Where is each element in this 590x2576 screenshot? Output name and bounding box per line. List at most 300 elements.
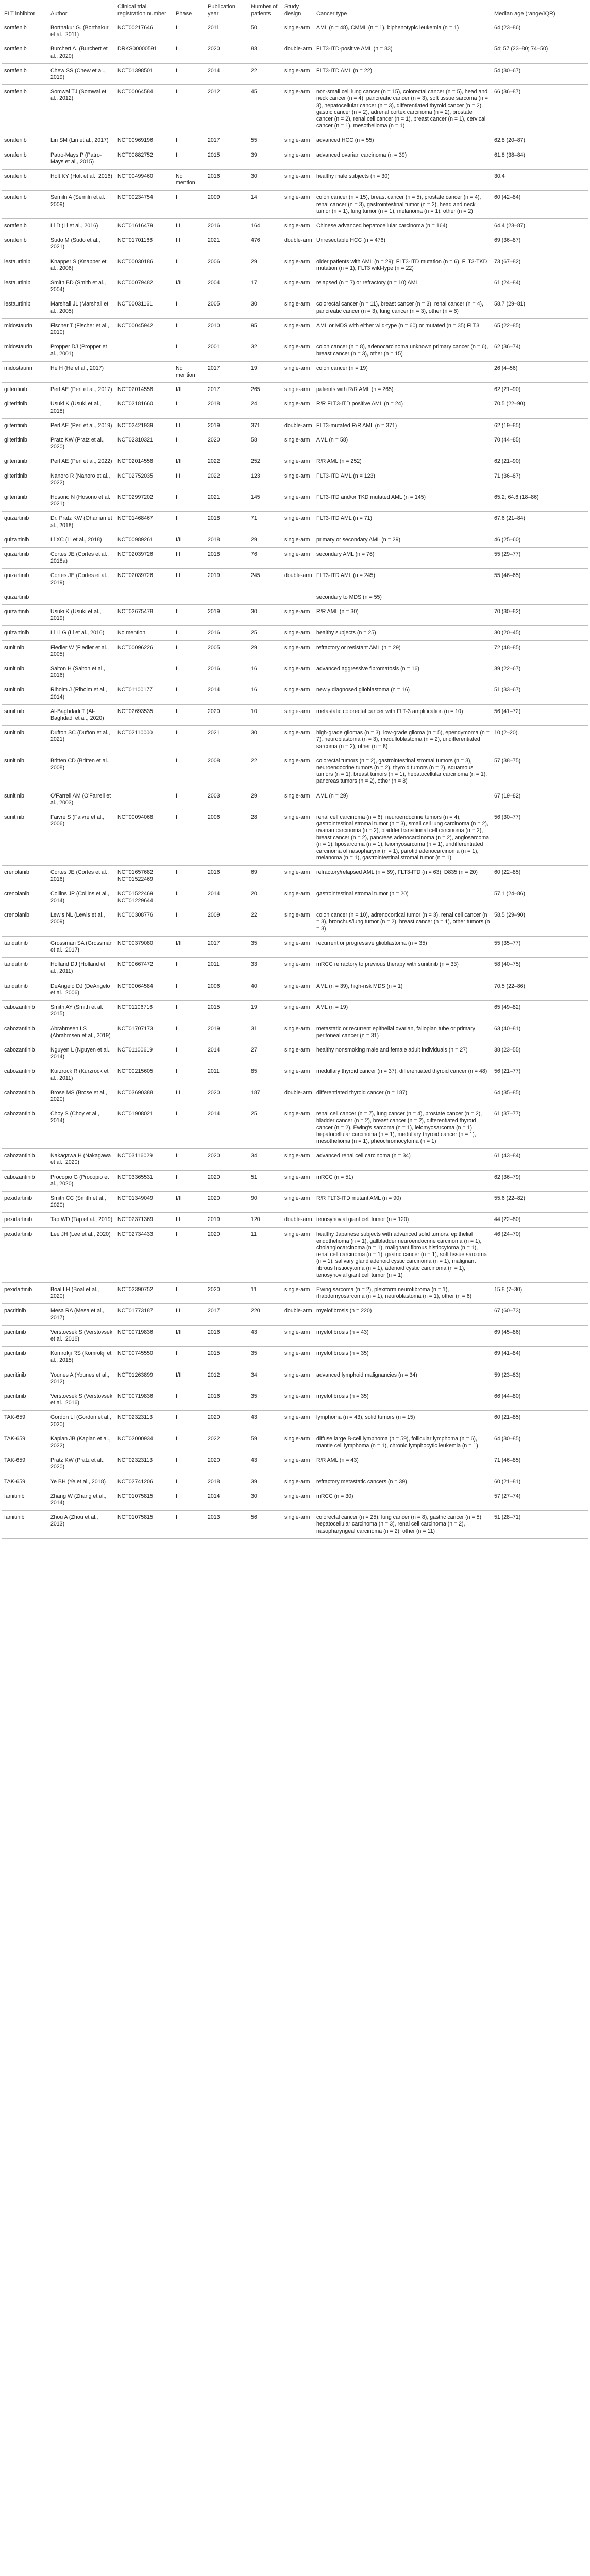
cell-phase: No mention [174,170,206,191]
cell-number-of-patients: 220 [249,1304,282,1325]
cell-median-age: 56 (21–77) [492,1064,588,1086]
cell-publication-year: 2015 [206,148,249,169]
cell-author[interactable]: Boal LH (Boal et al., 2020) [48,1282,115,1303]
cell-flt-inhibitor: sunitinib [2,754,48,789]
cell-author[interactable]: Pratz KW (Pratz et al., 2020) [48,1453,115,1475]
cell-median-age: 62 (19–85) [492,418,588,433]
cell-flt-inhibitor: sunitinib [2,640,48,662]
cell-flt-inhibitor: crenolanib [2,908,48,937]
cell-author[interactable]: Nguyen L (Nguyen et al., 2014) [48,1043,115,1064]
cell-publication-year: 2017 [206,361,249,382]
cell-publication-year: 2018 [206,1475,249,1489]
cell-publication-year: 2016 [206,626,249,640]
cell-study-design: single-arm [282,640,314,662]
cell-flt-inhibitor: quizartinib [2,533,48,547]
cell-cancer-type: myelofibrosis (n = 35) [314,1347,492,1368]
cell-median-age: 60 (21–85) [492,1411,588,1432]
header-cancer-type: Cancer type [314,0,492,21]
cell-author[interactable]: Propper DJ (Propper et al., 2001) [48,340,115,361]
cell-number-of-patients: 69 [249,866,282,887]
cell-flt-inhibitor: TAK-659 [2,1475,48,1489]
cell-median-age: 57 (38–75) [492,754,588,789]
cell-author[interactable]: Lee JH (Lee et al., 2020) [48,1227,115,1282]
cell-flt-inhibitor: cabozantinib [2,1086,48,1107]
table-row [2,469,588,490]
cell-publication-year: 2019 [206,569,249,590]
cell-phase: II [174,1149,206,1170]
cell-number-of-patients: 25 [249,1107,282,1149]
header-registration-number: Clinical trial registration number [115,0,174,21]
cell-author[interactable]: Abrahmsen LS (Abrahmsen et al., 2019) [48,1022,115,1043]
cell-registration-number: NCT03116029 [115,1149,174,1170]
cell-study-design: single-arm [282,219,314,233]
cell-publication-year: 2019 [206,418,249,433]
cell-number-of-patients: 35 [249,1389,282,1411]
cell-median-age: 60 (22–85) [492,866,588,887]
cell-author[interactable]: Salton H (Salton et al., 2016) [48,662,115,683]
table-row [2,85,588,133]
cell-phase: I [174,297,206,318]
cell-author[interactable]: Britten CD (Britten et al., 2008) [48,754,115,789]
cell-author[interactable]: Perl AE (Perl et al., 2017) [48,383,115,397]
cell-author[interactable]: Lin SM (Lin et al., 2017) [48,133,115,148]
cell-publication-year: 2020 [206,42,249,63]
cell-registration-number [115,789,174,810]
cell-number-of-patients: 30 [249,726,282,754]
cell-registration-number [115,361,174,382]
cell-median-age: 15.8 (7–30) [492,1282,588,1303]
cell-author[interactable]: Verstovsek S (Verstovsek et al., 2016) [48,1389,115,1411]
cell-registration-number: NCT00499460 [115,170,174,191]
cell-flt-inhibitor: sorafenib [2,191,48,219]
cell-author[interactable]: Brose MS (Brose et al., 2020) [48,1086,115,1107]
cell-number-of-patients: 11 [249,1282,282,1303]
cell-author[interactable]: Perl AE (Perl et al., 2022) [48,454,115,469]
table-row [2,866,588,887]
cell-phase: I/II [174,936,206,957]
cell-study-design: single-arm [282,148,314,169]
cell-cancer-type: diffuse large B-cell lymphoma (n = 59), follicular lymphoma (n = 6), mantle cell lymphoma (n = 1), chronic lymphocytic leukemia (n = 1) [314,1432,492,1453]
cell-cancer-type: newly diagnosed glioblastoma (n = 16) [314,683,492,704]
cell-number-of-patients: 30 [249,1489,282,1510]
cell-author[interactable]: Perl AE (Perl et al., 2019) [48,418,115,433]
cell-publication-year: 2022 [206,1432,249,1453]
cell-flt-inhibitor: gilteritinib [2,433,48,454]
cell-author[interactable]: Holt KY (Holt et al., 2016) [48,170,115,191]
cell-study-design: single-arm [282,1475,314,1489]
cell-flt-inhibitor: cabozantinib [2,1043,48,1064]
cell-cancer-type: R/R AML (n = 43) [314,1453,492,1475]
cell-cancer-type: renal cell cancer (n = 7), lung cancer (n = 4), prostate cancer (n = 2), bladder cancer (n = 2), breast cancer (n = 2), differentiated thyroid cancer (n = 2), Ewing's sarcoma (n = 1), leiomyosarcoma (n = 1), hepatocellular carcinoma (n = 1), medullary thyroid cancer (n = 1), mesothelioma (n = 1), pheochromocytoma (n = 1) [314,1107,492,1149]
cell-author[interactable]: Nanoro R (Nanoro et al., 2022) [48,469,115,490]
table-row [2,512,588,533]
cell-median-age: 67 (60–73) [492,1304,588,1325]
cell-study-design: single-arm [282,512,314,533]
cell-study-design: single-arm [282,1347,314,1368]
cell-phase: II [174,42,206,63]
cell-author[interactable]: Verstovsek S (Verstovsek et al., 2016) [48,1325,115,1346]
cell-registration-number: NCT02039726 [115,569,174,590]
cell-number-of-patients: 76 [249,547,282,568]
cell-author[interactable]: Cortes JE (Cortes et al., 2019) [48,569,115,590]
table-row [2,1191,588,1212]
cell-registration-number: NCT01468467 [115,512,174,533]
cell-median-age: 60 (21–81) [492,1475,588,1489]
cell-author[interactable]: Borthakur G. (Borthakur et al., 2011) [48,21,115,42]
cell-author[interactable]: Mesa RA (Mesa et al., 2017) [48,1304,115,1325]
table-row [2,810,588,866]
cell-median-age: 72 (48–85) [492,640,588,662]
cell-study-design: single-arm [282,1170,314,1191]
cell-author[interactable]: Younes A (Younes et al., 2012) [48,1368,115,1389]
cell-study-design: single-arm [282,1411,314,1432]
cell-number-of-patients: 35 [249,936,282,957]
cell-flt-inhibitor: lestaurtinib [2,276,48,297]
cell-number-of-patients: 43 [249,1453,282,1475]
cell-study-design: single-arm [282,547,314,568]
cell-phase: II [174,490,206,511]
cell-author[interactable]: Semiln A (Semiln et al., 2009) [48,191,115,219]
cell-registration-number: NCT01707173 [115,1022,174,1043]
cell-flt-inhibitor: sorafenib [2,133,48,148]
cell-flt-inhibitor: gilteritinib [2,383,48,397]
cell-number-of-patients: 39 [249,148,282,169]
cell-author[interactable]: Usuki K (Usuki et al., 2018) [48,397,115,418]
cell-cancer-type: older patients with AML (n = 29); FLT3-ITD mutation (n = 6), FLT3-TKD mutation (n = 1), FLT3 wild-type (n = 22) [314,255,492,276]
cell-flt-inhibitor: cabozantinib [2,1170,48,1191]
cell-author[interactable]: Fischer T (Fischer et al., 2010) [48,318,115,340]
cell-author[interactable]: Komrokji RS (Komrokji et al., 2015) [48,1347,115,1368]
cell-number-of-patients: 25 [249,626,282,640]
cell-cancer-type: advanced HCC (n = 55) [314,133,492,148]
cell-registration-number: NCT02371369 [115,1213,174,1227]
cell-study-design: single-arm [282,754,314,789]
cell-author[interactable]: Cortes JE (Cortes et al., 2016) [48,866,115,887]
cell-flt-inhibitor: quizartinib [2,569,48,590]
cell-phase: II [174,255,206,276]
cell-author[interactable]: Fiedler W (Fiedler et al., 2005) [48,640,115,662]
cell-registration-number: NCT00882752 [115,148,174,169]
cell-author[interactable]: Smith AY (Smith et al., 2015) [48,1001,115,1022]
cell-cancer-type: AML (n = 19) [314,1001,492,1022]
cell-author[interactable]: Chew SS (Chew et al., 2019) [48,63,115,84]
cell-phase: I/II [174,533,206,547]
cell-cancer-type: high-grade gliomas (n = 3), low-grade glioma (n = 5), ependymoma (n = 7), neuroblastoma (n = 3), medulloblastoma (n = 2), undifferentiated sarcoma (n = 2), other (n = 8) [314,726,492,754]
cell-number-of-patients: 50 [249,21,282,42]
cell-phase: I [174,810,206,866]
cell-author[interactable]: Smith BD (Smith et al., 2004) [48,276,115,297]
cell-study-design: double-arm [282,418,314,433]
table-row [2,433,588,454]
cell-flt-inhibitor: famitinib [2,1511,48,1539]
cell-phase: III [174,547,206,568]
cell-number-of-patients: 476 [249,233,282,255]
cell-registration-number: NCT00989261 [115,533,174,547]
cell-median-age: 10 (2–20) [492,726,588,754]
cell-registration-number: NCT02390752 [115,1282,174,1303]
header-row [2,0,588,21]
cell-flt-inhibitor: TAK-659 [2,1432,48,1453]
cell-number-of-patients: 22 [249,908,282,937]
cell-author[interactable]: Nakagawa H (Nakagawa et al., 2020) [48,1149,115,1170]
table-row [2,361,588,382]
cell-number-of-patients: 43 [249,1411,282,1432]
cell-median-age: 62.8 (20–87) [492,133,588,148]
cell-study-design: single-arm [282,908,314,937]
cell-flt-inhibitor: cabozantinib [2,1107,48,1149]
cell-publication-year: 2011 [206,21,249,42]
cell-number-of-patients: 17 [249,276,282,297]
cell-cancer-type: colon cancer (n = 15), breast cancer (n = 5), prostate cancer (n = 4), renal cancer (n = 3), gastrointestinal tumor (n = 2), head and neck tumor (n = 1), lung tumor (n = 1), melanoma (n = 1), other (n = 2) [314,191,492,219]
cell-cancer-type: Unresectable HCC (n = 476) [314,233,492,255]
cell-cancer-type: primary or secondary AML (n = 29) [314,533,492,547]
cell-publication-year: 2014 [206,1107,249,1149]
cell-cancer-type: refractory/relapsed AML (n = 69), FLT3-ITD (n = 63), D835 (n = 20) [314,866,492,887]
table-row [2,276,588,297]
cell-phase: II [174,662,206,683]
cell-cancer-type: AML or MDS with either wild-type (n = 60) or mutated (n = 35) FLT3 [314,318,492,340]
cell-registration-number: NCT02000934 [115,1432,174,1453]
cell-number-of-patients: 16 [249,683,282,704]
cell-number-of-patients: 35 [249,1347,282,1368]
cell-cancer-type: R/R AML (n = 30) [314,604,492,625]
cell-author[interactable]: DeAngelo DJ (DeAngelo et al., 2006) [48,979,115,1000]
table-row [2,1432,588,1453]
cell-author[interactable]: Dufton SC (Dufton et al., 2021) [48,726,115,754]
cell-author[interactable]: Sudo M (Sudo et al., 2021) [48,233,115,255]
cell-author[interactable]: Dr. Pratz KW (Ohanian et al., 2018) [48,512,115,533]
cell-author[interactable]: Zhang W (Zhang et al., 2014) [48,1489,115,1510]
cell-registration-number [115,340,174,361]
cell-study-design: double-arm [282,569,314,590]
cell-author[interactable]: Holland DJ (Holland et al., 2011) [48,958,115,979]
cell-author[interactable]: Choy S (Choy et al., 2014) [48,1107,115,1149]
cell-author[interactable]: Faivre S (Faivre et al., 2006) [48,810,115,866]
cell-author[interactable]: Kaplan JB (Kaplan et al., 2022) [48,1432,115,1453]
cell-author[interactable]: Knapper S (Knapper et al., 2006) [48,255,115,276]
cell-author[interactable]: Collins JP (Collins et al., 2014) [48,887,115,908]
cell-publication-year: 2020 [206,704,249,725]
cell-registration-number: NCT01908021 [115,1107,174,1149]
cell-registration-number: NCT01263899 [115,1368,174,1389]
cell-author[interactable]: Gordon LI (Gordon et al., 2020) [48,1411,115,1432]
cell-registration-number: NCT02014558 [115,454,174,469]
cell-number-of-patients: 28 [249,810,282,866]
cell-author[interactable]: Li Li G (Li et al., 2016) [48,626,115,640]
cell-publication-year: 2009 [206,908,249,937]
cell-author[interactable]: Hosono N (Hosono et al., 2021) [48,490,115,511]
cell-author[interactable]: Li D (Li et al., 2016) [48,219,115,233]
cell-registration-number: NCT02039726 [115,547,174,568]
table-row [2,318,588,340]
cell-study-design: single-arm [282,383,314,397]
cell-publication-year: 2020 [206,1411,249,1432]
cell-registration-number: NCT00969196 [115,133,174,148]
cell-study-design: single-arm [282,361,314,382]
cell-number-of-patients: 83 [249,42,282,63]
cell-registration-number: NCT00308776 [115,908,174,937]
cell-study-design: single-arm [282,191,314,219]
cell-author[interactable]: Al-Baghdadi T (Al-Baghdadi et al., 2020) [48,704,115,725]
cell-registration-number: NCT01398501 [115,63,174,84]
cell-cancer-type: R/R FLT3-ITD positive AML (n = 24) [314,397,492,418]
cell-flt-inhibitor: sorafenib [2,219,48,233]
cell-registration-number: NCT01616479 [115,219,174,233]
cell-flt-inhibitor: pacritinib [2,1368,48,1389]
cell-author[interactable]: Usuki K (Usuki et al., 2019) [48,604,115,625]
cell-author[interactable]: Cortes JE (Cortes et al., 2018a) [48,547,115,568]
cell-author[interactable]: O'Farrell AM (O'Farrell et al., 2003) [48,789,115,810]
cell-number-of-patients: 16 [249,662,282,683]
cell-publication-year: 2016 [206,1325,249,1346]
cell-author[interactable]: Riholm J (Riholm et al., 2014) [48,683,115,704]
cell-phase: I/II [174,454,206,469]
cell-author[interactable]: Burchert A. (Burchert et al., 2020) [48,42,115,63]
cell-flt-inhibitor: midostaurin [2,318,48,340]
cell-median-age: 54 (30–67) [492,63,588,84]
cell-cancer-type: AML (n = 58) [314,433,492,454]
cell-author[interactable]: Somwal TJ (Somwal et al., 2012) [48,85,115,133]
cell-phase: II [174,958,206,979]
cell-flt-inhibitor: sorafenib [2,63,48,84]
cell-author[interactable]: He H (He et al., 2017) [48,361,115,382]
cell-study-design: single-arm [282,1368,314,1389]
table-row [2,397,588,418]
cell-author[interactable]: Marshall JL (Marshall et al., 2005) [48,297,115,318]
cell-flt-inhibitor: lestaurtinib [2,255,48,276]
cell-number-of-patients: 11 [249,1227,282,1282]
cell-flt-inhibitor: tandutinib [2,958,48,979]
cell-flt-inhibitor: tandutinib [2,936,48,957]
cell-cancer-type: non-small cell lung cancer (n = 15), colorectal cancer (n = 5), head and neck cancer (n = 4), pancreatic cancer (n = 3), soft tissue sarcoma (n = 3), hepatocellular cancer (n = 3), differentiated thyroid cancer (n = 2), gastric cancer (n = 2), adrenal cortex carcinoma (n = 2), prostate cancer (n = 2), renal cell cancer (n = 1), breast cancer (n = 1), cervical cancer (n = 1), mesothelioma (n = 1) [314,85,492,133]
cell-number-of-patients: 29 [249,640,282,662]
cell-registration-number: NCT00079482 [115,276,174,297]
cell-median-age: 65 (22–85) [492,318,588,340]
header-flt-inhibitor: FLT inhibitor [2,0,48,21]
table-row [2,533,588,547]
cell-phase: II [174,133,206,148]
cell-registration-number: NCT02675478 [115,604,174,625]
cell-registration-number: NCT00667472 [115,958,174,979]
cell-number-of-patients: 22 [249,754,282,789]
cell-publication-year: 2014 [206,887,249,908]
cell-publication-year: 2016 [206,170,249,191]
cell-flt-inhibitor: sorafenib [2,148,48,169]
table-row [2,569,588,590]
cell-publication-year: 2017 [206,1304,249,1325]
cell-median-age: 69 (36–87) [492,233,588,255]
cell-publication-year: 2020 [206,1453,249,1475]
table-row [2,1227,588,1282]
cell-registration-number: NCT02421939 [115,418,174,433]
cell-study-design: single-arm [282,133,314,148]
cell-author[interactable]: Ye BH (Ye et al., 2018) [48,1475,115,1489]
cell-cancer-type: colon cancer (n = 10), adrenocortical tumor (n = 3), renal cell cancer (n = 3), bronchus/lung tumor (n = 2), breast cancer (n = 1), other tumors (n = 3) [314,908,492,937]
cell-publication-year: 2016 [206,866,249,887]
cell-registration-number: NCT02181660 [115,397,174,418]
cell-cancer-type: FLT3-ITD AML (n = 245) [314,569,492,590]
table-row [2,1107,588,1149]
cell-flt-inhibitor: pacritinib [2,1389,48,1411]
cell-phase: II [174,1489,206,1510]
cell-cancer-type: myelofibrosis (n = 43) [314,1325,492,1346]
cell-flt-inhibitor: pexidartinib [2,1191,48,1212]
table-row [2,754,588,789]
cell-flt-inhibitor: sunitinib [2,704,48,725]
cell-median-age: 67.6 (21–84) [492,512,588,533]
cell-cancer-type: secondary AML (n = 76) [314,547,492,568]
cell-study-design: single-arm [282,1282,314,1303]
cell-cancer-type: tenosynovial giant cell tumor (n = 120) [314,1213,492,1227]
cell-number-of-patients: 55 [249,133,282,148]
cell-study-design: single-arm [282,979,314,1000]
cell-author[interactable]: Grossman SA (Grossman et al., 2017) [48,936,115,957]
cell-publication-year: 2016 [206,1389,249,1411]
cell-study-design: single-arm [282,276,314,297]
cell-author[interactable]: Kurzrock R (Kurzrock et al., 2011) [48,1064,115,1086]
cell-author[interactable]: Procopio G (Procopio et al., 2020) [48,1170,115,1191]
cell-number-of-patients: 56 [249,1511,282,1539]
cell-registration-number: NCT02741206 [115,1475,174,1489]
cell-cancer-type: relapsed (n = 7) or refractory (n = 10) AML [314,276,492,297]
cell-registration-number: DRKS00000591 [115,42,174,63]
cell-median-age: 71 (46–85) [492,1453,588,1475]
flt-inhibitor-trials-table [2,0,588,1539]
cell-phase: II [174,1022,206,1043]
cell-author[interactable]: Li XC (Li et al., 2018) [48,533,115,547]
cell-study-design: single-arm [282,1107,314,1149]
cell-phase: I [174,789,206,810]
cell-cancer-type: healthy nonsmoking male and female adult individuals (n = 27) [314,1043,492,1064]
cell-publication-year: 2021 [206,233,249,255]
cell-phase: I/II [174,1191,206,1212]
cell-registration-number: NCT00215605 [115,1064,174,1086]
cell-flt-inhibitor: gilteritinib [2,490,48,511]
cell-study-design: single-arm [282,297,314,318]
cell-number-of-patients: 24 [249,397,282,418]
cell-study-design: single-arm [282,533,314,547]
cell-median-age: 69 (45–86) [492,1325,588,1346]
cell-study-design: double-arm [282,42,314,63]
cell-author[interactable]: Tap WD (Tap et al., 2019) [48,1213,115,1227]
cell-author[interactable]: Smith CC (Smith et al., 2020) [48,1191,115,1212]
table-row [2,887,588,908]
cell-cancer-type: FLT3-ITD AML (n = 71) [314,512,492,533]
cell-flt-inhibitor: pexidartinib [2,1282,48,1303]
cell-registration-number: NCT00379080 [115,936,174,957]
cell-publication-year: 2006 [206,255,249,276]
cell-study-design: double-arm [282,1086,314,1107]
cell-phase: II [174,1432,206,1453]
cell-registration-number [115,662,174,683]
cell-author[interactable]: Patro-Mays P (Patro-Mays et al., 2015) [48,148,115,169]
cell-author[interactable]: Lewis NL (Lewis et al., 2009) [48,908,115,937]
cell-registration-number: NCT03690388 [115,1086,174,1107]
cell-phase: II [174,1001,206,1022]
cell-author[interactable]: Pratz KW (Pratz et al., 2020) [48,433,115,454]
cell-phase: I/II [174,276,206,297]
table-header [2,0,588,21]
cell-author[interactable]: Zhou A (Zhou et al., 2013) [48,1511,115,1539]
cell-flt-inhibitor: sorafenib [2,170,48,191]
cell-cancer-type: AML (n = 48), CMML (n = 1), biphenotypic leukemia (n = 1) [314,21,492,42]
cell-study-design: single-arm [282,1227,314,1282]
table-row [2,21,588,42]
cell-flt-inhibitor: pexidartinib [2,1227,48,1282]
cell-median-age: 55.6 (22–82) [492,1191,588,1212]
cell-phase: I [174,63,206,84]
cell-flt-inhibitor: quizartinib [2,512,48,533]
